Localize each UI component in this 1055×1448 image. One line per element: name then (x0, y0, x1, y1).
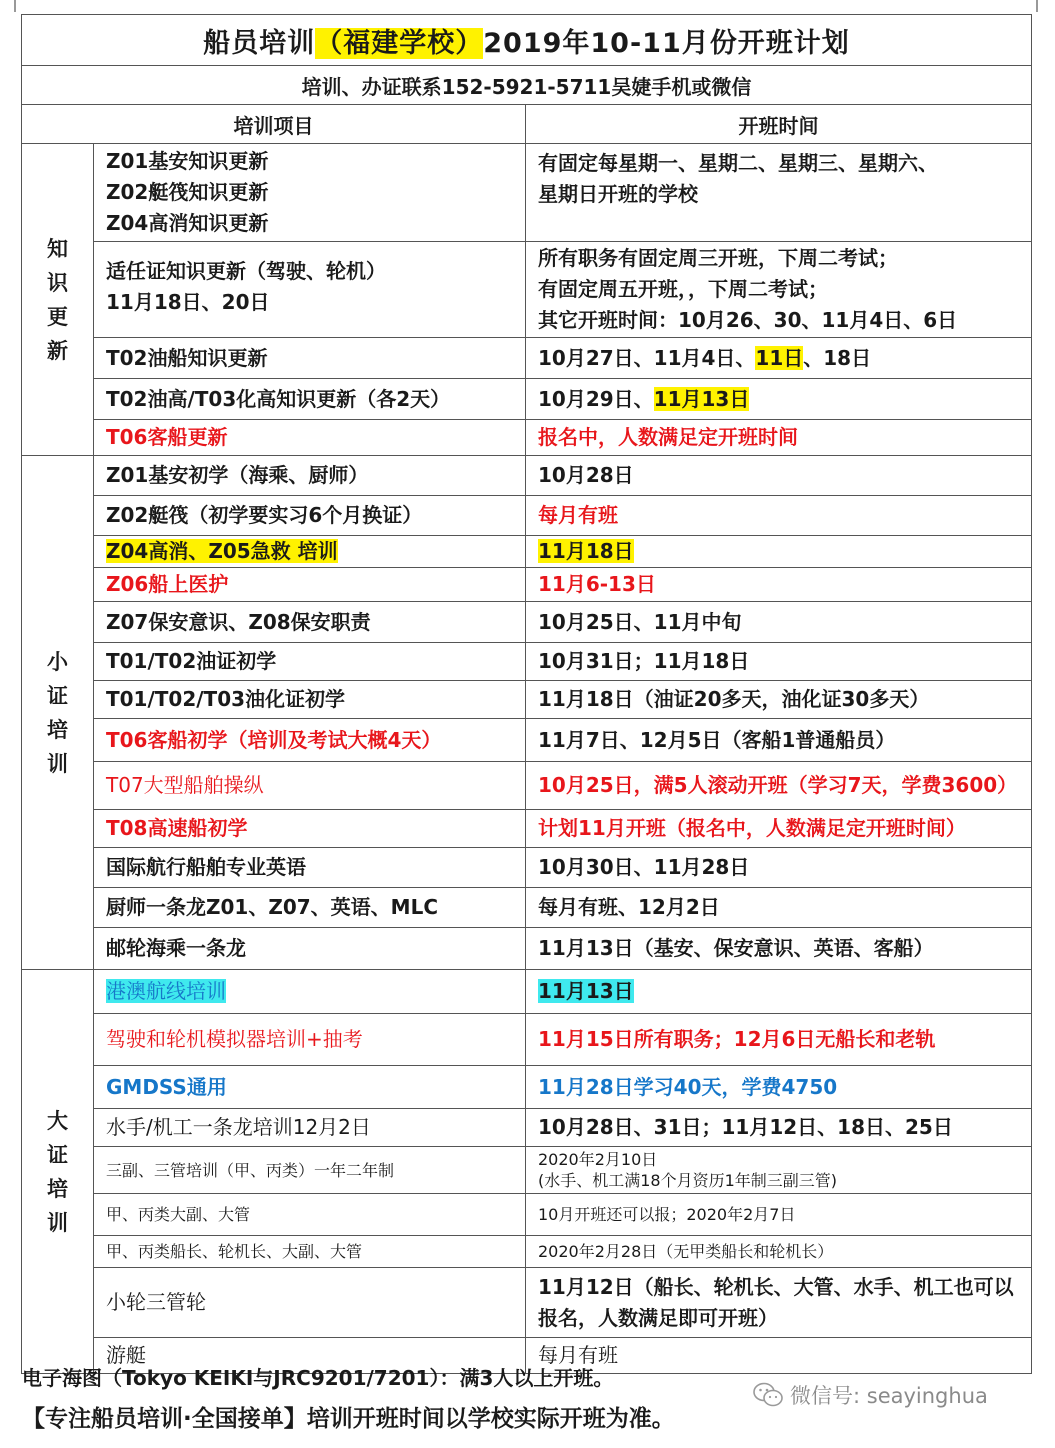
category-zhishi (22, 144, 94, 456)
item-cell: Z07保安意识、Z08保安职责 (94, 602, 526, 643)
item-cell: 邮轮海乘一条龙 (94, 928, 526, 970)
time-cell: 11月18日（油证20多天，油化证30多天） (526, 681, 1032, 719)
footer-slogan: 【专注船员培训·全国接单】培训开班时间以学校实际开班为准。 (22, 1406, 675, 1432)
table-row (22, 719, 1032, 762)
contact-info: 培训、办证联系152-5921-5711吴婕手机或微信 (22, 66, 1032, 105)
time-cell: 11月13日（基安、保安意识、英语、客船） (526, 928, 1032, 970)
table-row (22, 848, 1032, 888)
table-row (22, 496, 1032, 536)
category-char: 培 (47, 717, 68, 742)
item-cell: 港澳航线培训 (94, 970, 526, 1014)
time-cell: 报名中，人数满足定开班时间 (526, 420, 1032, 456)
table-row (22, 242, 1032, 338)
item-cell: Z02艇筏（初学要实习6个月换证） (94, 496, 526, 536)
category-dazheng (22, 970, 94, 1374)
header-row (22, 105, 1032, 144)
header-item: 培训项目 (22, 105, 526, 144)
table-row (22, 1109, 1032, 1147)
item-cell: 适任证知识更新（驾驶、轮机） 11月18日、20日 (94, 242, 526, 338)
footer-note: 电子海图（Tokyo KEIKI与JRC9201/7201）：满3人以上开班。 (22, 1366, 614, 1390)
watermark-text: 微信号: seayinghua (790, 1384, 988, 1408)
item-cell: T01/T02/T03油化证初学 (94, 681, 526, 719)
time-cell: 10月27日、11月4日、11日、18日 (526, 338, 1032, 379)
item-cell: 三副、三管培训（甲、丙类）一年二年制 (94, 1147, 526, 1194)
category-char: 训 (47, 1210, 68, 1235)
item-cell: T06客船初学（培训及考试大概4天） (94, 719, 526, 762)
time-cell: 每月有班 (526, 496, 1032, 536)
time-cell: 每月有班 (526, 1338, 1032, 1374)
table-row (22, 602, 1032, 643)
time-cell: 2020年2月10日 (水手、机工满18个月资历1年制三副三管) (526, 1147, 1032, 1194)
time-cell: 10月28日、31日；11月12日、18日、25日 (526, 1109, 1032, 1147)
time-cell: 11月7日、12月5日（客船1普通船员） (526, 719, 1032, 762)
watermark (752, 1380, 988, 1410)
table-row (22, 681, 1032, 719)
time-cell: 所有职务有固定周三开班，下周二考试； 有固定周五开班，，下周二考试； 其它开班时间：10月26、30、11月4日、6日 (526, 242, 1032, 338)
category-char: 证 (47, 683, 68, 708)
table-row (22, 144, 1032, 242)
category-char: 训 (47, 751, 68, 776)
time-cell: 10月31日；11月18日 (526, 643, 1032, 681)
time-cell: 每月有班、12月2日 (526, 888, 1032, 928)
title-row (22, 15, 1032, 66)
header-time: 开班时间 (526, 105, 1032, 144)
item-cell: 小轮三管轮 (94, 1268, 526, 1338)
item-cell: 国际航行船舶专业英语 (94, 848, 526, 888)
table-row (22, 420, 1032, 456)
table-row (22, 338, 1032, 379)
contact-row (22, 66, 1032, 105)
time-cell: 11月18日 (526, 536, 1032, 568)
item-cell: Z01基安知识更新 Z02艇筏知识更新 Z04高消知识更新 (94, 144, 526, 242)
item-cell: 甲、丙类大副、大管 (94, 1194, 526, 1236)
table-row (22, 1236, 1032, 1268)
item-cell: T02油船知识更新 (94, 338, 526, 379)
category-char: 知 (47, 236, 68, 261)
time-cell: 有固定每星期一、星期二、星期三、星期六、 星期日开班的学校 (526, 144, 1032, 242)
page-title: 船员培训（福建学校）2019年10-11月份开班计划 (22, 15, 1032, 66)
category-char: 更 (47, 304, 68, 329)
item-cell: T01/T02油证初学 (94, 643, 526, 681)
time-cell: 10月28日 (526, 456, 1032, 496)
category-char: 大 (47, 1108, 68, 1133)
table-row (22, 928, 1032, 970)
time-cell: 11月28日学习40天，学费4750 (526, 1066, 1032, 1109)
time-cell: 10月25日、11月中旬 (526, 602, 1032, 643)
category-char: 培 (47, 1176, 68, 1201)
time-cell: 10月29日、11月13日 (526, 379, 1032, 420)
time-cell: 10月30日、11月28日 (526, 848, 1032, 888)
item-cell: T02油高/T03化高知识更新（各2天） (94, 379, 526, 420)
time-cell: 11月15日所有职务；12月6日无船长和老轨 (526, 1014, 1032, 1066)
item-cell: 驾驶和轮机模拟器培训+抽考 (94, 1014, 526, 1066)
time-cell: 11月6-13日 (526, 568, 1032, 602)
item-cell: T07大型船舶操纵 (94, 762, 526, 810)
table-row (22, 888, 1032, 928)
scan-mark-right (1036, 0, 1046, 12)
table-row (22, 456, 1032, 496)
category-xiaozheng (22, 456, 94, 970)
item-cell: Z04高消、Z05急救 培训 (94, 536, 526, 568)
item-cell: Z06船上医护 (94, 568, 526, 602)
table-row (22, 810, 1032, 848)
time-cell: 计划11月开班（报名中，人数满足定开班时间） (526, 810, 1032, 848)
table-row (22, 379, 1032, 420)
category-char: 新 (47, 338, 68, 363)
item-cell: GMDSS通用 (94, 1066, 526, 1109)
time-cell: 11月12日（船长、轮机长、大管、水手、机工也可以 报名，人数满足即可开班） (526, 1268, 1032, 1338)
table-row (22, 1268, 1032, 1338)
time-cell: 10月开班还可以报；2020年2月7日 (526, 1194, 1032, 1236)
table-row (22, 536, 1032, 568)
table-row (22, 1194, 1032, 1236)
item-cell: 厨师一条龙Z01、Z07、英语、MLC (94, 888, 526, 928)
schedule-table (21, 14, 1032, 1374)
item-cell: Z01基安初学（海乘、厨师） (94, 456, 526, 496)
table-row (22, 1014, 1032, 1066)
item-cell: T06客船更新 (94, 420, 526, 456)
table-row (22, 568, 1032, 602)
table-row (22, 1147, 1032, 1194)
category-char: 证 (47, 1142, 68, 1167)
table-row (22, 643, 1032, 681)
time-cell: 11月13日 (526, 970, 1032, 1014)
item-cell: 游艇 (94, 1338, 526, 1374)
time-cell: 2020年2月28日（无甲类船长和轮机长） (526, 1236, 1032, 1268)
table-row (22, 762, 1032, 810)
table-row (22, 1066, 1032, 1109)
time-cell: 10月25日，满5人滚动开班（学习7天，学费3600） (526, 762, 1032, 810)
category-char: 识 (47, 270, 68, 295)
item-cell: T08高速船初学 (94, 810, 526, 848)
item-cell: 甲、丙类船长、轮机长、大副、大管 (94, 1236, 526, 1268)
table-row (22, 970, 1032, 1014)
item-cell: 水手/机工一条龙培训12月2日 (94, 1109, 526, 1147)
wechat-icon (752, 1381, 784, 1409)
title-highlight: （福建学校） (315, 27, 484, 59)
category-char: 小 (47, 649, 68, 674)
scan-mark-left (14, 0, 24, 12)
